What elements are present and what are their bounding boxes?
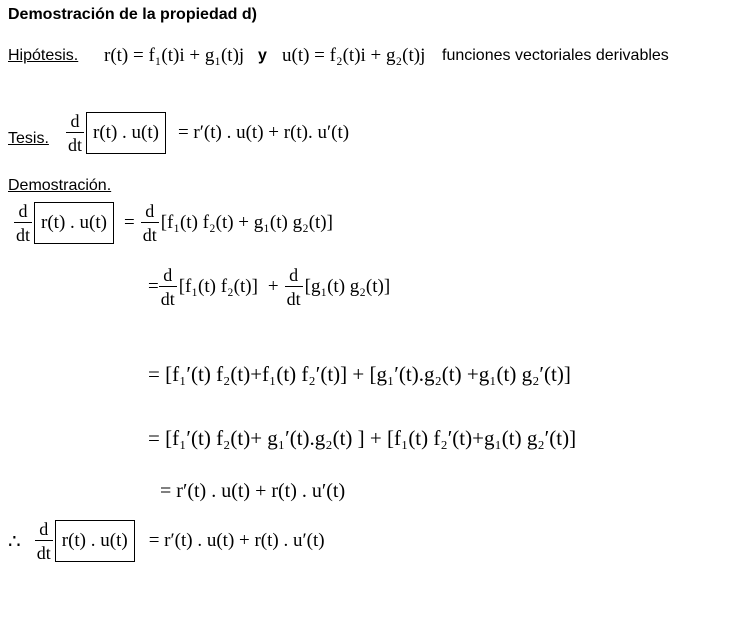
- thesis-bracket: r(t) . u(t): [86, 112, 166, 154]
- thesis-label: Tesis.: [8, 130, 49, 147]
- derivative-numerator: d: [163, 265, 173, 285]
- demo-line-5: = r′(t) . u(t) + r(t) . u′(t): [160, 480, 346, 502]
- demo-line-1-bracket: r(t) . u(t): [34, 202, 114, 244]
- hypothesis-r-definition: r(t) = f₁(t)i + g₁(t)j: [104, 45, 245, 66]
- derivative-numerator: d: [70, 111, 80, 131]
- demo-line-2-term-a: [f₁(t) f₂(t)]: [178, 276, 258, 297]
- derivative-denominator: dt: [285, 286, 303, 308]
- derivative-operator: [66, 112, 84, 154]
- derivative-numerator: d: [39, 519, 49, 539]
- derivative-numerator: d: [145, 201, 155, 221]
- hypothesis-label: Hipótesis.: [8, 47, 79, 64]
- demo-line-2-term-b: [g₁(t) g₂(t)]: [304, 276, 391, 297]
- derivative-numerator: d: [18, 201, 28, 221]
- page-title: Demostración de la propiedad d): [8, 6, 257, 23]
- demo-line-4: = [f₁′(t) f₂(t)+ g₁′(t).g₂(t) ] + [f₁(t) f₂′(t)+g₁(t) g₂′(t)]: [148, 426, 577, 450]
- derivative-operator: [285, 266, 303, 308]
- equals-sign: =: [123, 212, 135, 233]
- derivative-operator: [35, 520, 53, 562]
- hypothesis-and: y: [258, 47, 267, 64]
- derivative-denominator: dt: [66, 132, 84, 154]
- derivative-denominator: dt: [35, 540, 53, 562]
- thesis-rhs: = r′(t) . u(t) + r(t). u′(t): [177, 122, 350, 143]
- demo-line-3: = [f₁′(t) f₂(t)+f₁(t) f₂′(t)] + [g₁′(t).g₂(t) +g₁(t) g₂′(t)]: [148, 362, 571, 386]
- demo-line-1: [14, 202, 333, 244]
- conclusion-rhs: = r′(t) . u(t) + r(t) . u′(t): [148, 530, 325, 551]
- hypothesis-text: funciones vectoriales derivables: [442, 47, 669, 64]
- demo-line-2: [148, 266, 390, 308]
- conclusion-line: [8, 520, 325, 562]
- conclusion-bracket: r(t) . u(t): [55, 520, 135, 562]
- derivative-numerator: d: [289, 265, 299, 285]
- thesis-expression: [66, 112, 349, 154]
- demonstration-label: Demostración.: [8, 177, 112, 194]
- plus-sign: +: [267, 276, 279, 297]
- demo-line-1-rhs: [f₁(t) f₂(t) + g₁(t) g₂(t)]: [160, 212, 333, 233]
- therefore-symbol: ∴: [8, 530, 21, 553]
- derivative-operator: [159, 266, 177, 308]
- derivative-denominator: dt: [141, 222, 159, 244]
- derivative-denominator: dt: [14, 222, 32, 244]
- equals-sign: =: [148, 276, 159, 297]
- derivative-operator: [141, 202, 159, 244]
- derivative-denominator: dt: [159, 286, 177, 308]
- derivative-operator: [14, 202, 32, 244]
- hypothesis-u-definition: u(t) = f₂(t)i + g₂(t)j: [282, 45, 426, 66]
